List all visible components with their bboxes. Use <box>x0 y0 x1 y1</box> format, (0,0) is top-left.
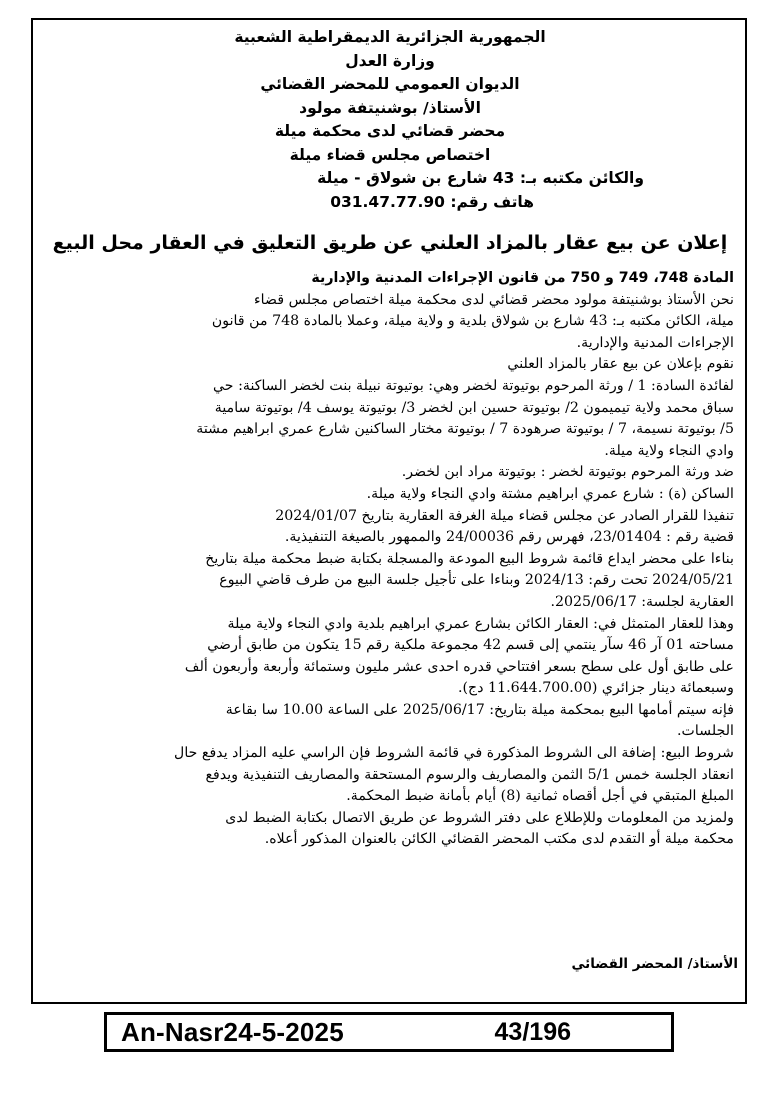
body-line: 2024/05/21 تحت رقم: 2024/13 وبناءا على تأجيل جلسة البيع من طرف قاضي البيوع <box>219 572 734 589</box>
header-line-office: الديوان العمومي للمحضر القضائي <box>260 75 520 93</box>
body-line: سباق محمد ولاية تيميمون 2/ بوتيوتة حسين ابن لخضر 3/ بوتيوتة يوسف 4/ بوتيوتة سامية <box>214 399 734 416</box>
body-line: وهذا للعقار المتمثل في: العقار الكائن بشارع عمري ابراهيم بلدية وادي النجاء ولاية ميلة <box>227 615 734 632</box>
body-line: الجلسات. <box>677 723 734 740</box>
header-line-republic: الجمهورية الجزائرية الديمقراطية الشعبية <box>234 28 546 46</box>
header-line-address: والكائن مكتبه بـ: 43 شارع بن شولاق - ميلة <box>317 169 644 187</box>
body-line: 5/ بوتيوتة نسيمة، 7 / بوتيوتة صرهودة 7 / بوتيوتة مختار الساكنين شارع عمري ابراهيم مشتة <box>196 421 734 438</box>
body-line: على طابق أول على سطح بسعر افتتاحي قدره احدى عشر مليون وستمائة وأربعة وأربعون ألف <box>184 658 734 675</box>
body-line: ضد ورثة المرحوم بوتيوتة لخضر : بوتيوتة مراد ابن لخضر. <box>401 464 734 481</box>
body-line: شروط البيع: إضافة الى الشروط المذكورة في قائمة الشروط فإن الراسي عليه المزاد يدفع حال <box>174 745 734 762</box>
header-line-ministry: وزارة العدل <box>345 51 435 70</box>
publication-stamp: An-Nasr24-5-2025 <box>121 1016 344 1047</box>
body-line: انعقاد الجلسة خمس 5/1 الثمن والمصاريف والرسوم المستحقة والمصاريف التنفيذية ويدفع <box>205 766 734 783</box>
body-line: مساحته 01 آر 46 سآر ينتمي إلى قسم 42 مجموعة ملكية رقم 15 يتكون من طابق أرضي <box>207 637 734 654</box>
body-line: قضية رقم : 23/01404، فهرس رقم 24/00036 والممهور بالصيغة التنفيذية. <box>284 529 734 546</box>
header-line-court: محضر قضائي لدى محكمة ميلة <box>274 122 506 140</box>
body-line: وسبعمائة دينار جزائري (11.644.700.00 دج). <box>458 680 734 697</box>
body-line: الإجراءات المدنية والإدارية. <box>576 334 734 351</box>
body-line: وادي النجاء ولاية ميلة. <box>604 442 734 459</box>
body-line: ولمزيد من المعلومات وللإطلاع على دفتر الشروط عن طريق الاتصال بكتابة الضبط لدى <box>225 809 734 826</box>
signature: الأستاذ/ المحضر القضائي <box>571 956 738 972</box>
page-reference: 43/196 <box>494 1017 571 1046</box>
header-line-jurisdiction: اختصاص مجلس قضاء ميلة <box>289 145 491 164</box>
body-line: بناءا على محضر ايداع قائمة شروط البيع المودعة والمسجلة بكتابة ضبط محكمة ميلة بتاريخ <box>205 550 734 567</box>
footer-box <box>104 1012 674 1052</box>
body-line: نقوم بإعلان عن بيع عقار بالمزاد العلني <box>507 356 734 373</box>
body-line: العقارية لجلسة: 2025/06/17. <box>550 593 734 610</box>
body-line: فإنه سيتم أمامها البيع بمحكمة ميلة بتاريخ: 2025/06/17 على الساعة 10.00 سا بقاعة <box>225 701 734 718</box>
document-header <box>40 26 740 214</box>
body-line: نحن الأستاذ بوشنيتفة مولود محضر قضائي لدى محكمة ميلة اختصاص مجلس قضاء <box>254 291 734 308</box>
body-line: لفائدة السادة: 1 / ورثة المرحوم بوتيوتة لخضر وهي: بوتيوتة نبيلة بنت لخضر الساكنة: حي <box>212 377 734 394</box>
header-line-phone: هاتف رقم: 031.47.77.90 <box>330 192 534 211</box>
header-line-bailiff-name: الأستاذ/ بوشنيتفة مولود <box>299 98 481 117</box>
announcement-body <box>42 268 734 851</box>
body-line: محكمة ميلة أو التقدم لدى مكتب المحضر القضائي الكائن بالعنوان المذكور أعلاه. <box>264 831 734 848</box>
body-line: المبلغ المتبقي في أجل أقصاه ثمانية (8) أيام بأمانة ضبط المحكمة. <box>346 788 734 805</box>
article-reference: المادة 748، 749 و 750 من قانون الإجراءات المدنية والإدارية <box>311 270 734 286</box>
body-line: الساكن (ة) : شارع عمري ابراهيم مشتة وادي النجاء ولاية ميلة. <box>366 485 734 502</box>
body-line: ميلة، الكائن مكتبه بـ: 43 شارع بن شولاق بلدية و ولاية ميلة، وعملا بالمادة 748 من قانون <box>211 313 734 330</box>
body-line: تنفيذا للقرار الصادر عن مجلس قضاء ميلة الغرفة العقارية بتاريخ 2024/01/07 <box>275 507 734 524</box>
announcement-title: إعلان عن بيع عقار بالمزاد العلني عن طريق التعليق في العقار محل البيع <box>52 232 728 254</box>
